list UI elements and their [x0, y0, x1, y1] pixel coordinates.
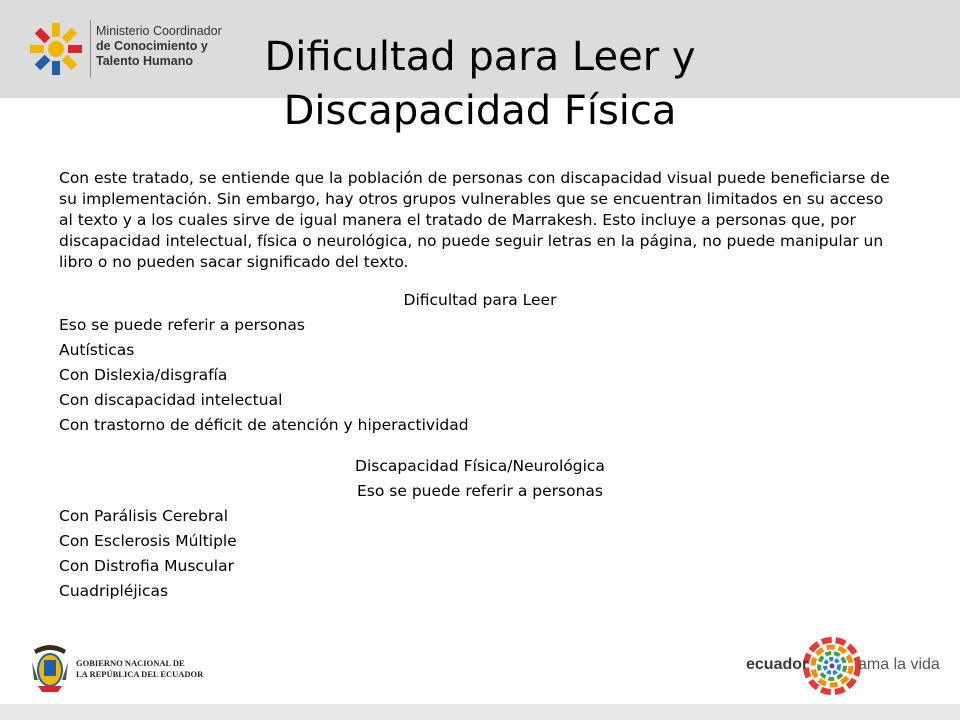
government-line-2: LA REPÚBLICA DEL ECUADOR — [76, 669, 204, 679]
list-item: Con Distrofia Muscular — [59, 557, 234, 575]
section-lead-physical: Eso se puede referir a personas — [357, 482, 603, 500]
government-line-1: GOBIERNO NACIONAL DE — [76, 658, 185, 668]
slide-title-line-2: Discapacidad Física — [283, 88, 677, 134]
list-item: Con Parálisis Cerebral — [59, 507, 229, 525]
ama-la-vida-wordmark: ama la vida — [858, 656, 940, 673]
ministry-line-1: Ministerio Coordinador — [96, 24, 222, 38]
ministry-line-3: Talento Humano — [96, 54, 193, 68]
slide-title — [180, 30, 780, 138]
ministry-divider — [90, 20, 91, 78]
section-heading-reading: Dificultad para Leer — [403, 291, 557, 309]
ecuador-wordmark: ecuador — [746, 656, 809, 673]
section-gap — [59, 439, 901, 455]
government-name — [76, 658, 203, 680]
section-lead-reading: Eso se puede referir a personas — [59, 316, 305, 334]
coat-of-arms-icon — [32, 645, 68, 692]
section-heading-physical: Discapacidad Física/Neurológica — [355, 457, 605, 475]
list-item: Cuadripléjicas — [59, 582, 169, 600]
rainbow-swirl-icon — [806, 640, 858, 692]
slide-body — [59, 168, 901, 605]
slide-title-line-1: Dificultad para Leer y — [264, 34, 696, 80]
list-item: Autísticas — [59, 341, 135, 359]
ministry-line-2: de Conocimiento y — [96, 39, 208, 53]
list-item: Con trastorno de déficit de atención y hiperactividad — [59, 416, 469, 434]
list-item: Con discapacidad intelectual — [59, 391, 283, 409]
list-item: Con Dislexia/disgrafía — [59, 366, 228, 384]
list-item: Con Esclerosis Múltiple — [59, 532, 237, 550]
footer-strip — [0, 704, 960, 720]
intro-paragraph: Con este tratado, se entiende que la población de personas con discapacidad visual puede beneficiarse de su implementación. Sin embargo, hay otros grupos vulnerables que se encuentran limitados en su acceso al texto y a los cuales sirve de igual manera el tratado de Marrakesh. Esto incluye a personas que, por discapacidad intelectual, física o neurológica, no puede seguir letras en la página, no puede manipular un libro o no pueden sacar significado del texto. — [59, 169, 890, 271]
sun-emblem-icon — [30, 23, 82, 75]
